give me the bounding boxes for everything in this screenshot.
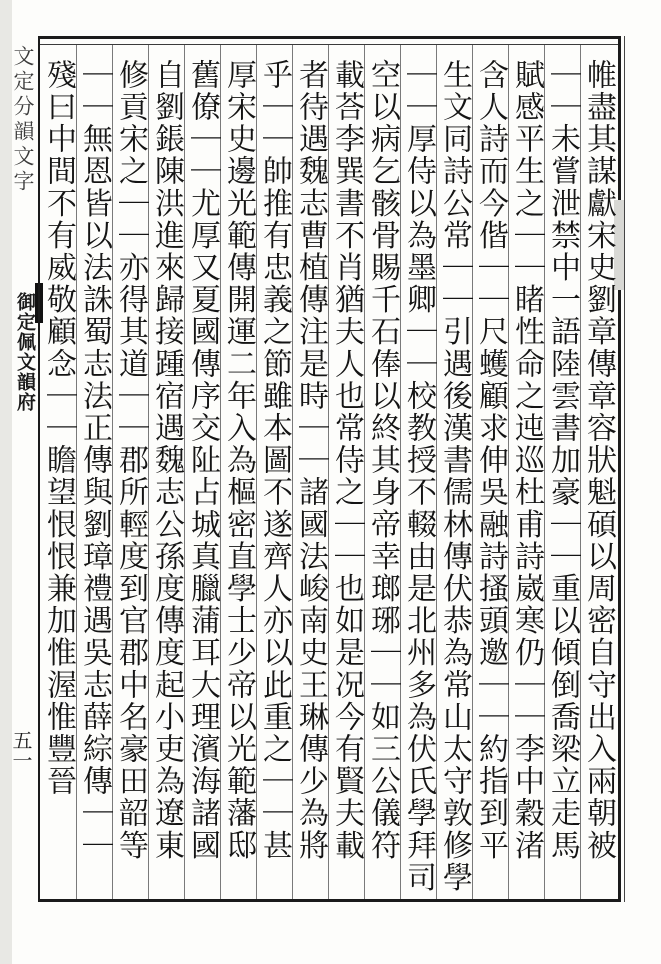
text-column-1: 帷盡其謀獻宋史劉章傳章容狀魁碩以周密自守出入兩朝被 bbox=[581, 59, 616, 862]
text-column-2: ｜｜未嘗泄禁中一語陸雲書加豪｜｜重以傾倒喬梁立走馬 bbox=[545, 59, 580, 862]
text-column-5: 生文同詩公常｜｜引遇後漢書儒林傳伏恭為常山太守敦修學 bbox=[437, 59, 472, 894]
page-number bbox=[8, 730, 36, 770]
text-column-11: 厚宋史邊光範傳開運二年入為樞密直學士少帝以光範藩邸 bbox=[221, 59, 256, 862]
page-number-bar: 一 bbox=[9, 750, 33, 770]
page-number-text: 五 bbox=[9, 730, 33, 750]
frame-right-line bbox=[618, 36, 621, 902]
text-column-6: ｜｜厚侍以為墨卿｜｜校教授不輟由是北州多為伏氏學拜司 bbox=[401, 59, 436, 894]
text-body bbox=[40, 45, 618, 899]
text-column-4: 含人詩而今偕｜｜尺蠖顧求伸吳融詩搔頭邀｜｜約指到平 bbox=[473, 59, 508, 862]
text-column-14: 修貢宋之｜｜亦得其道｜｜郡所輕度到官郡中名豪田韶等 bbox=[113, 59, 148, 862]
text-column-7: 空以病乞骸骨賜千石俸以終其身帝幸瑯琊｜｜如三公儀符 bbox=[365, 59, 400, 862]
text-column-10: 乎｜｜帥推有忠義之節雖本圖不遂齊人亦以此重之｜｜甚 bbox=[257, 59, 292, 862]
text-column-8: 載荅李巽書不肖猶夫人也常侍之｜｜也如是况今有賢夫載 bbox=[329, 59, 364, 862]
text-column-16: 殘曰中間不有威敬顧念｜｜瞻望恨恨兼加惟渥惟豐晉 bbox=[41, 59, 76, 798]
text-column-3: 賦感平生之｜｜睹性命之迍巡杜甫詩崴寒仍｜｜李中穀渚 bbox=[509, 59, 544, 862]
text-column-13: 自劉鋹陳洪進來歸接踵宿遇魏志公孫度傳度起小吏為遼東 bbox=[149, 59, 184, 862]
book-title: 御定佩文韻府 bbox=[14, 292, 36, 412]
frame-top-line bbox=[38, 36, 620, 39]
text-column-9: 者待遇魏志曹植傳注是時｜｜諸國法峻南史王琳傳少為將 bbox=[293, 59, 328, 862]
frame-bottom-line bbox=[38, 899, 620, 902]
fold-margin-text: 文定分韻文字 bbox=[11, 45, 35, 195]
text-column-15: ｜｜無恩皆以法誅蜀志法正傳與劉璋禮遇吳志薛綜傳｜｜ bbox=[77, 59, 112, 862]
frame-right-inner-line bbox=[624, 36, 625, 902]
text-column-12: 舊僚｜｜尤厚又夏國傳序交阯占城真臘蒲耳大理濱海諸國 bbox=[185, 59, 220, 862]
